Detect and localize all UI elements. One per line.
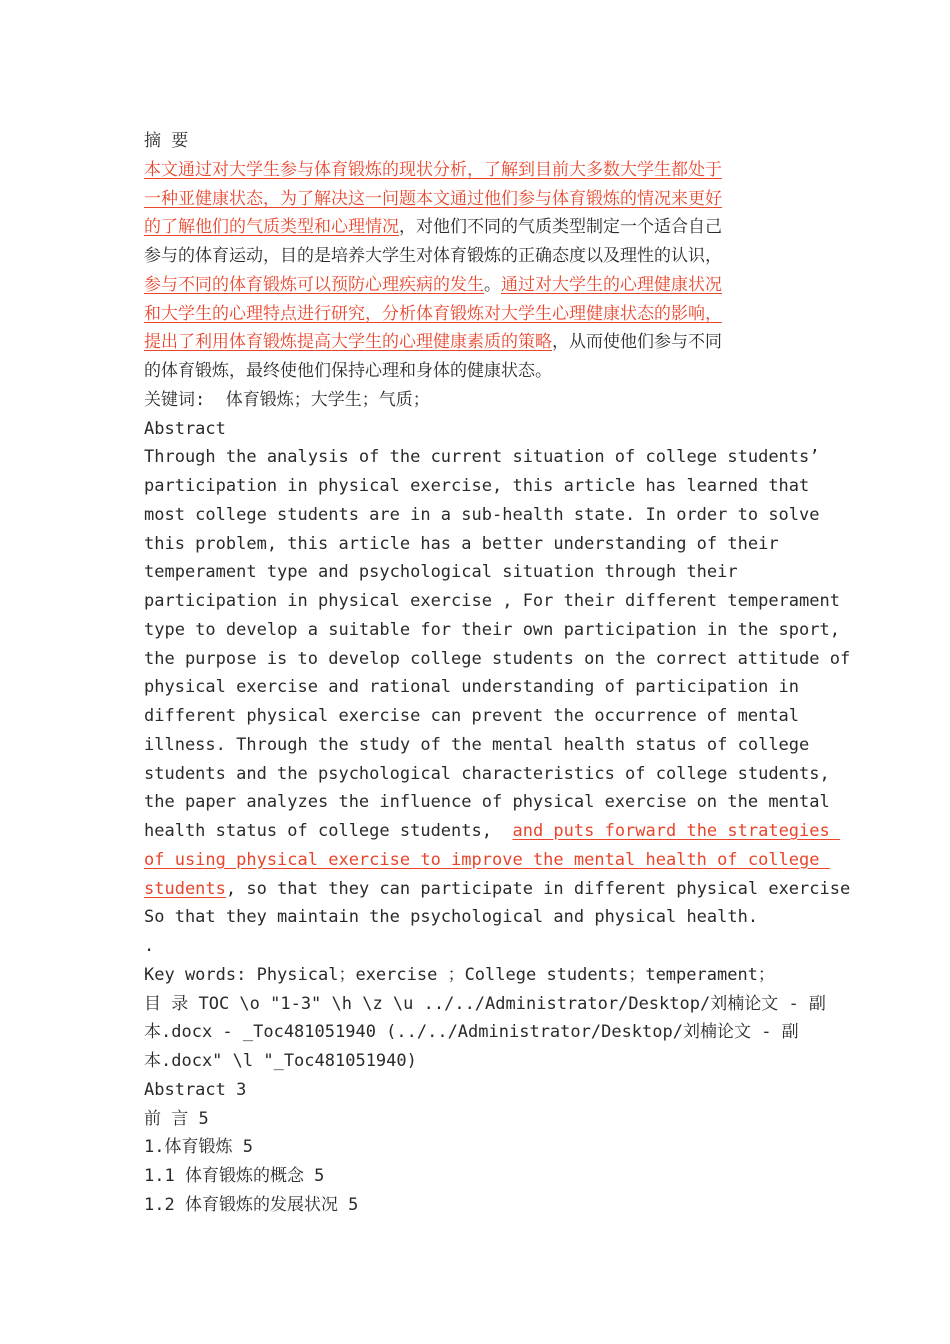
text-line — [144, 1191, 824, 1220]
text-line — [144, 501, 824, 530]
text-line — [144, 185, 824, 214]
text-line — [144, 760, 830, 789]
text-line — [144, 846, 830, 875]
text-line — [144, 242, 824, 271]
text-segment: , so that they can participate in different physical exercise — [225, 878, 851, 899]
text-segment: type to develop a suitable for their own participation in the sport, — [144, 619, 840, 640]
text-segment: 1.体育锻炼 5 — [144, 1137, 253, 1158]
text-segment: this problem, this article has a better understanding of their — [144, 533, 779, 554]
highlighted-text: 一种亚健康状态，为了解决这一问题本文通过他们参与体育锻炼的情况来更好 — [144, 188, 722, 209]
text-segment: 参与的体育运动，目的是培养大学生对体育锻炼的正确态度以及理性的认识， — [144, 246, 722, 266]
highlighted-text: of using physical exercise to improve the mental health of college — [144, 849, 830, 870]
highlighted-text: students — [144, 878, 226, 899]
text-segment: So that they maintain the psychological and physical health. — [144, 907, 759, 928]
text-segment: participation in physical exercise, this article has learned that — [144, 476, 810, 496]
text-segment: 1.2 体育锻炼的发展状况 5 — [144, 1194, 359, 1215]
text-line — [144, 271, 824, 300]
text-line — [144, 817, 840, 846]
text-segment: participation in physical exercise , For their different temperament — [144, 591, 840, 611]
text-line — [144, 1105, 824, 1134]
text-segment: 前 言 5 — [144, 1108, 209, 1129]
text-line — [144, 673, 824, 702]
text-line — [144, 903, 824, 932]
text-line — [144, 961, 824, 990]
text-segment: 目 录 TOC \o "1-3" \h \z \u ../../Administrator/Desktop/刘楠论文 - 副 — [144, 993, 826, 1014]
text-line — [144, 616, 840, 645]
text-segment: 。 — [484, 274, 501, 295]
text-segment: . — [144, 936, 155, 956]
text-segment: the paper analyzes the influence of physical exercise on the mental — [144, 792, 830, 813]
text-segment: health status of college students, — [144, 821, 513, 841]
text-segment: Abstract 3 — [144, 1079, 247, 1100]
text-segment: 本.docx" \l "_Toc481051940) — [144, 1051, 417, 1071]
highlighted-text: 的了解他们的气质类型和心理情况 — [144, 217, 399, 238]
text-line — [144, 1076, 824, 1105]
highlighted-text: 通过对大学生的心理健康状况 — [501, 274, 722, 295]
highlighted-text: and puts forward the strategies — [512, 821, 840, 841]
highlighted-text: 和大学生的心理特点进行研究，分析体育锻炼对大学生心理健康状态的影响， — [144, 303, 722, 324]
highlighted-text: 参与不同的体育锻炼可以预防心理疾病的发生 — [144, 274, 484, 295]
text-line — [144, 415, 824, 444]
text-line — [144, 156, 824, 185]
text-line — [144, 990, 824, 1019]
text-line — [144, 558, 824, 587]
text-line — [144, 875, 851, 904]
text-segment: ，从而使他们参与不同 — [552, 332, 722, 353]
text-segment: Abstract — [144, 418, 226, 439]
text-line — [144, 645, 851, 674]
text-line — [144, 357, 824, 386]
text-line — [144, 386, 824, 415]
text-line — [144, 213, 824, 242]
text-segment: Key words: Physical；exercise ；College students；temperament； — [144, 964, 775, 985]
text-segment: 关键词: 体育锻炼；大学生；气质； — [144, 389, 430, 410]
text-line — [144, 702, 824, 731]
text-line — [144, 1133, 824, 1162]
highlighted-text: 提出了利用体育锻炼提高大学生的心理健康素质的策略 — [144, 332, 552, 353]
text-segment: 的体育锻炼，最终使他们保持心理和身体的健康状态。 — [144, 361, 552, 381]
text-segment: Through the analysis of the current situation of college students’ — [144, 447, 820, 468]
text-segment: different physical exercise can prevent the occurrence of mental — [144, 706, 800, 726]
text-line — [144, 788, 830, 817]
text-segment: 摘 要 — [144, 131, 189, 151]
text-line — [144, 1162, 824, 1191]
text-line — [144, 328, 824, 357]
document-body — [144, 127, 851, 1220]
text-line — [144, 127, 824, 156]
text-line — [144, 443, 824, 472]
text-segment: the purpose is to develop college students on the correct attitude of — [144, 648, 851, 669]
text-line — [144, 300, 824, 329]
text-line — [144, 530, 824, 559]
text-segment: ，对他们不同的气质类型制定一个适合自己 — [399, 217, 722, 238]
text-line — [144, 1018, 824, 1047]
text-line — [144, 731, 824, 760]
text-segment: temperament type and psychological situation through their — [144, 562, 738, 583]
text-line — [144, 472, 824, 501]
text-segment: 1.1 体育锻炼的概念 5 — [144, 1166, 325, 1186]
text-segment: 本.docx - _Toc481051940 (../../Administrator/Desktop/刘楠论文 - 副 — [144, 1022, 799, 1043]
text-segment: students and the psychological characteristics of college students, — [144, 763, 830, 784]
highlighted-text: 本文通过对大学生参与体育锻炼的现状分析，了解到目前大多数大学生都处于 — [144, 159, 722, 180]
text-segment: most college students are in a sub-health state. In order to solve — [144, 504, 820, 525]
text-segment: physical exercise and rational understanding of participation in — [144, 677, 800, 698]
text-line — [144, 1047, 824, 1076]
text-line — [144, 587, 840, 616]
text-segment: illness. Through the study of the mental health status of college — [144, 734, 810, 755]
text-line — [144, 932, 824, 961]
